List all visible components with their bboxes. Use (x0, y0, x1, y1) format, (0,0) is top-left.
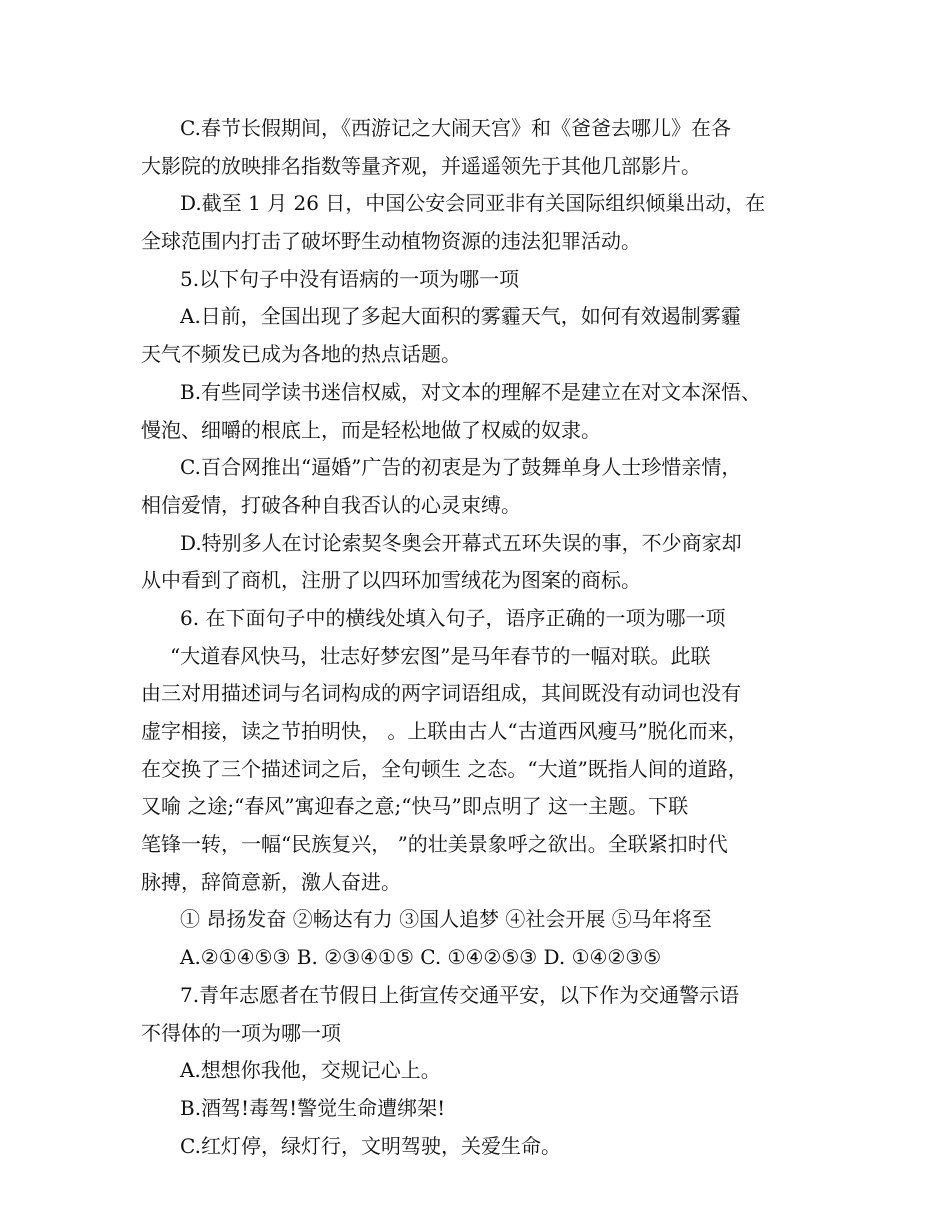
question-heading: 7.青年志愿者在节假日上街宣传交通平安，以下作为交通警示语 (180, 982, 740, 1007)
text-line: A.想想你我他，交规记心上。 (180, 1058, 441, 1083)
text-line: 相信爱情，打破各种自我否认的心灵束缚。 (141, 492, 521, 517)
text-line: 笔锋一转，一幅“民族复兴， ”的壮美景象呼之欲出。全联紧扣时代 (141, 832, 728, 857)
text-line: D.截至 1 月 26 日，中国公安会同亚非有关国际组织倾巢出动，在 (180, 191, 766, 216)
question-heading: 5.以下句子中没有语病的一项为哪一项 (180, 266, 520, 291)
text-line: 慢泡、细嚼的根底上，而是轻松地做了权威的奴隶。 (141, 417, 601, 442)
text-line: 全球范围内打击了破坏野生动植物资源的违法犯罪活动。 (141, 229, 641, 254)
question-heading: 6. 在下面句子中的横线处填入句子，语序正确的一项为哪一项 (180, 605, 726, 630)
text-line: 天气不频发已成为各地的热点话题。 (141, 342, 461, 367)
text-line: C.红灯停，绿灯行，文明驾驶，关爱生命。 (180, 1133, 561, 1158)
text-line: 大影院的放映排名指数等量齐观，并遥遥领先于其他几部影片。 (141, 153, 701, 178)
text-line: C.春节长假期间，《西游记之大闹天宫》和《爸爸去哪儿》在各 (180, 116, 731, 140)
options-line: ① 昂扬发奋 ②畅达有力 ③国人追梦 ④社会开展 ⑤马年将至 (180, 907, 712, 932)
text-line: B.酒驾!毒驾!警觉生命遭绑架! (180, 1095, 446, 1120)
text-line: B.有些同学读书迷信权威，对文本的理解不是建立在对文本深悟、 (180, 379, 762, 404)
text-line: D.特别多人在讨论索契冬奥会开幕式五环失误的事，不少商家却 (180, 530, 742, 555)
text-line: 从中看到了商机，注册了以四环加雪绒花为图案的商标。 (141, 568, 641, 593)
text-body (0, 110, 950, 1165)
text-line: 不得体的一项为哪一项 (141, 1020, 341, 1045)
text-line: 在交换了三个描述词之后，全句顿生 之态。“大道”既指人间的道路， (141, 756, 748, 781)
text-line: C.百合网推出“逼婚”广告的初衷是为了鼓舞单身人士珍惜亲情， (180, 455, 742, 480)
text-line: 由三对用描述词与名词构成的两字词语组成，其间既没有动词也没有 (141, 681, 741, 706)
text-line: “大道春风快马，壮志好梦宏图”是马年春节的一幅对联。此联 (170, 643, 711, 668)
text-line: 又喻 之途;“春风”寓迎春之意;“快马”即点明了 这一主题。下联 (141, 794, 689, 819)
text-line: 虚字相接，读之节拍明快， 。上联由古人“古道西风瘦马”脱化而来， (141, 719, 748, 743)
text-line: A.日前，全国出现了多起大面积的雾霾天气，如何有效遏制雾霾 (180, 304, 741, 329)
text-line: 脉搏，辞简意新，激人奋进。 (141, 869, 401, 894)
answer-choices: A.②①④⑤③ B. ②③④①⑤ C. ①④②⑤③ D. ①④②③⑤ (180, 945, 662, 970)
